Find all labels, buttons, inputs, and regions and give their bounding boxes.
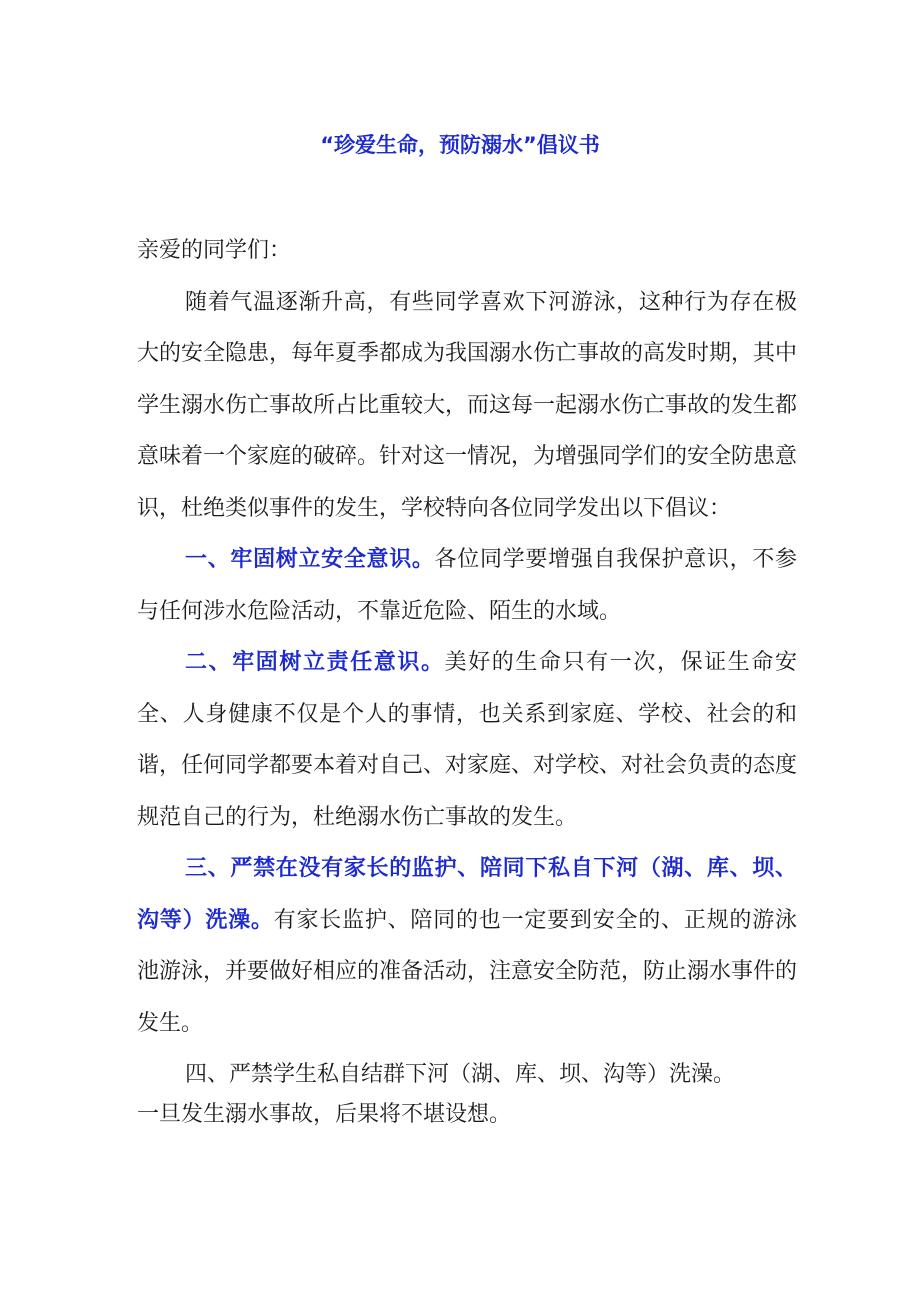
item-1-heading: 一、牢固树立安全意识。 bbox=[185, 547, 435, 572]
item-2-heading: 二、牢固树立责任意识。 bbox=[185, 650, 445, 675]
item-3-heading: 三、严禁在没有家长的监护、陪同下私自下河（湖、库、坝、沟等）洗澡。 bbox=[137, 856, 797, 933]
closing-line: 一旦发生溺水事故，后果将不堪设想。 bbox=[137, 1102, 512, 1127]
item-2-text: 美好的生命只有一次，保证生命安全、人身健康不仅是个人的事情，也关系到家庭、学校、社会的和谐，任何同学都要本着对自己、对家庭、对学校、对社会负责的态度规范自己的行为，杜绝溺水伤亡事故的发生。 bbox=[137, 650, 798, 830]
item-3-paragraph bbox=[137, 843, 797, 1049]
item-2-paragraph bbox=[137, 637, 797, 843]
item-1-text: 各位同学要增强自我保护意识，不参与任何涉水危险活动，不靠近危险、陌生的水域。 bbox=[137, 547, 797, 624]
item-1-paragraph bbox=[137, 534, 797, 637]
item-4-paragraph: 四、严禁学生私自结群下河（湖、库、坝、沟等）洗澡。 bbox=[185, 1062, 736, 1087]
greeting: 亲爱的同学们： bbox=[137, 238, 292, 263]
item-3-text: 有家长监护、陪同的也一定要到安全的、正规的游泳池游泳，并要做好相应的准备活动，注意安全防范，防止溺水事件的发生。 bbox=[137, 907, 798, 1036]
intro-paragraph: 随着气温逐渐升高，有些同学喜欢下河游泳，这种行为存在极大的安全隐患，每年夏季都成为我国溺水伤亡事故的高发时期，其中学生溺水伤亡事故所占比重较大，而这每一起溺水伤亡事故的发生都意味着一个家庭的破碎。针对这一情况，为增强同学们的安全防患意识，杜绝类似事件的发生，学校特向各位同学发出以下倡议： bbox=[137, 289, 798, 521]
document-body bbox=[137, 225, 797, 1135]
document-title: “珍爱生命，预防溺水”倡议书 bbox=[320, 133, 600, 157]
